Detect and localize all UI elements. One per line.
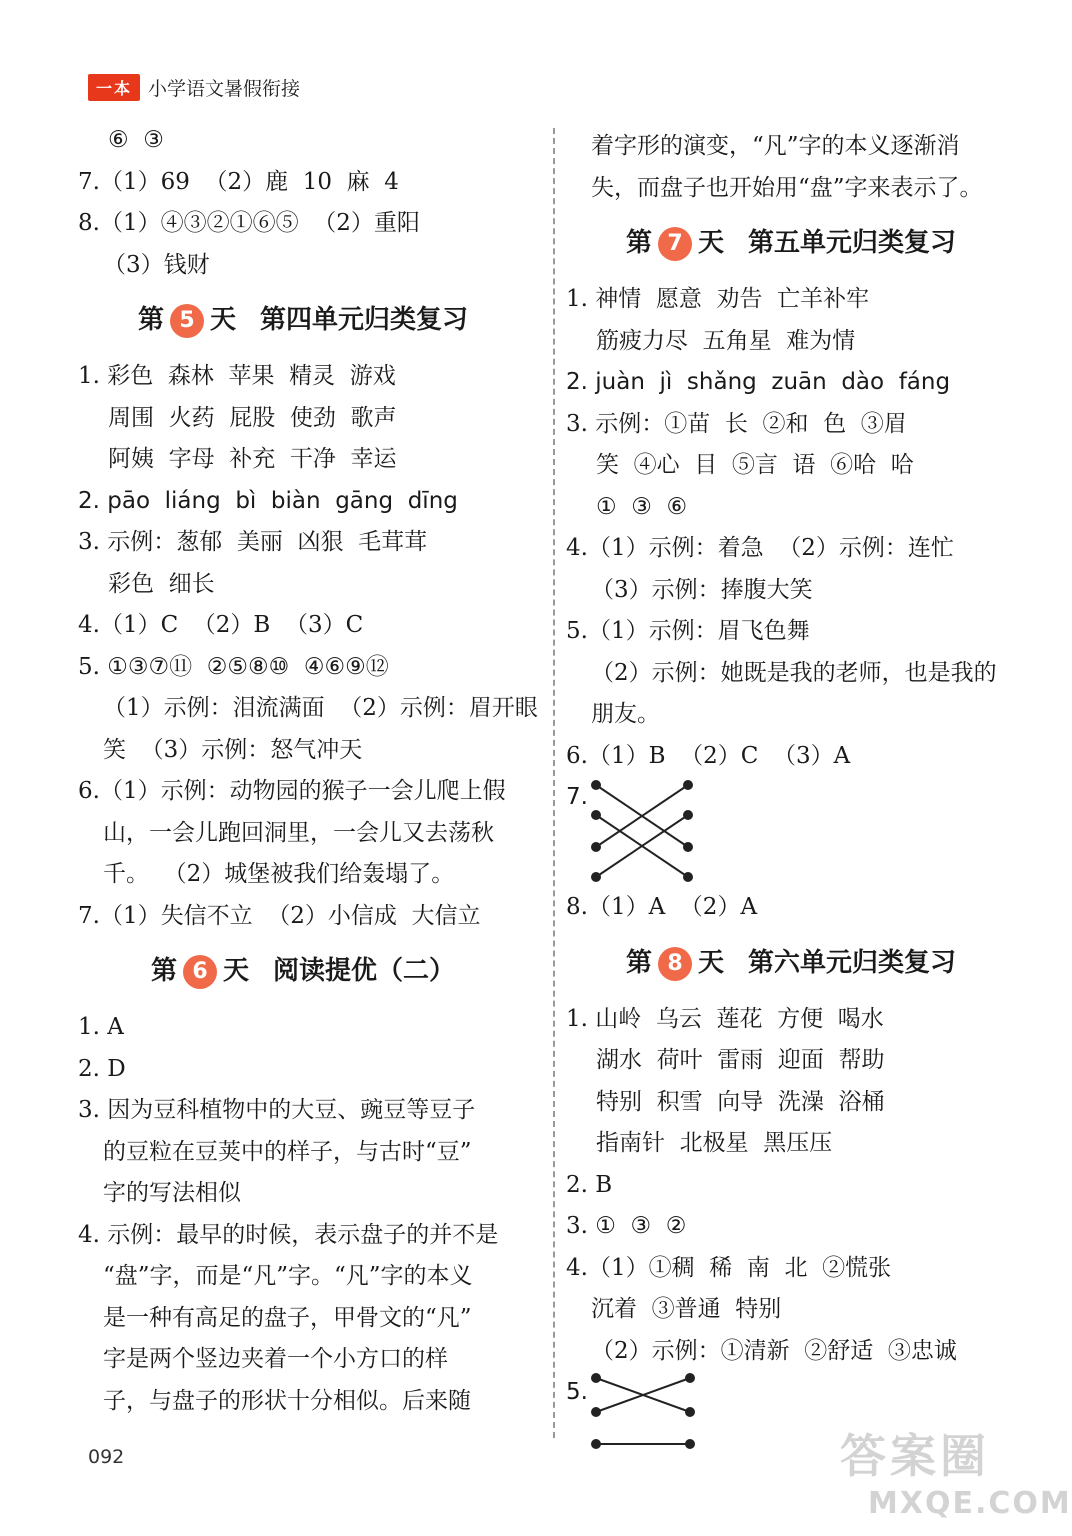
- day-section-name: 阅读提优（二）: [273, 956, 456, 987]
- answer-line: 1. 神情 愿意 劝告 亡羊补牢: [566, 286, 870, 312]
- answer-line: 7.（1）69 （2）鹿 10 麻 4: [78, 168, 399, 195]
- pinyin-line: 2. pāo liáng bì biàn gāng dīng: [78, 487, 458, 514]
- page-number: 092: [88, 1446, 125, 1468]
- answer-line: 子，与盘子的形状十分相似。后来随: [103, 1387, 471, 1414]
- answer-line: 沉着 ③普通 特别: [591, 1296, 782, 1322]
- book-title: 小学语文暑假衔接: [148, 77, 301, 100]
- answer-line: 湖水 荷叶 雷雨 迎面 帮助: [596, 1047, 885, 1073]
- question-number: 5.: [566, 1379, 588, 1405]
- day-prefix: 第: [625, 228, 652, 259]
- answer-line: 4. 示例：最早的时候，表示盘子的并不是: [78, 1221, 499, 1248]
- answer-line: ① ③ ⑥: [596, 493, 688, 520]
- answer-line: 7.（1）失信不立 （2）小信成 大信立: [78, 902, 481, 929]
- day-section-name: 第六单元归类复习: [748, 947, 957, 978]
- day-suffix: 天: [209, 305, 236, 336]
- answer-line: （3）示例：捧腹大笑: [591, 576, 813, 603]
- answer-line: 山，一会儿跑回洞里，一会儿又去荡秋: [103, 819, 494, 846]
- answer-line: 笑 （3）示例：怒气冲天: [103, 736, 363, 763]
- answer-line: 4.（1）C （2）B （3）C: [78, 612, 364, 638]
- answer-line: 3. 示例：①苗 长 ②和 色 ③眉: [566, 410, 907, 437]
- answer-line: “盘”字，而是“凡”字。“凡”字的本义: [103, 1263, 473, 1289]
- answer-line: 失，而盘子也开始用“盘”字来表示了。: [591, 174, 983, 201]
- answer-line: 1. 山岭 乌云 莲花 方便 喝水: [566, 1005, 884, 1032]
- watermark: [830, 1420, 1072, 1530]
- answer-line: 8.（1）A （2）A: [566, 894, 758, 920]
- answer-line: 5.（1）示例：眉飞色舞: [566, 618, 810, 644]
- answer-line: 千。 （2）城堡被我们给轰塌了。: [103, 861, 455, 887]
- answer-line: 1. 彩色 森林 苹果 精灵 游戏: [78, 363, 396, 389]
- answer-line: 6.（1）示例：动物园的猴子一会儿爬上假: [78, 778, 506, 804]
- watermark-title: 答案圈: [840, 1429, 990, 1483]
- answer-line: 8.（1）④③②①⑥⑤ （2）重阳: [78, 210, 420, 236]
- day-suffix: 天: [697, 228, 724, 259]
- answer-line: 周围 火药 屁股 使劲 歌声: [108, 404, 397, 431]
- answer-line: （2）示例：①清新 ②舒适 ③忠诚: [591, 1337, 957, 1364]
- day-prefix: 第: [625, 947, 652, 978]
- answer-line: 朋友。: [591, 701, 660, 727]
- day-7-heading: [566, 209, 1016, 279]
- column-divider: [553, 128, 555, 1438]
- matching-diagram: [566, 777, 1016, 887]
- answer-line: 3. ① ③ ②: [566, 1213, 687, 1239]
- answer-line: 阿姨 字母 补充 干净 幸运: [108, 446, 397, 472]
- day-6-heading: [78, 937, 528, 1007]
- brand-logo: 一本: [88, 74, 140, 101]
- day-number-badge: 7: [658, 227, 692, 261]
- answer-line: 2. B: [566, 1171, 613, 1198]
- answer-line: 指南针 北极星 黑压压: [596, 1130, 833, 1156]
- answer-line: 5. ①③⑦⑪ ②⑤⑧⑩ ④⑥⑨⑫: [78, 653, 389, 680]
- answer-line: （3）钱财: [103, 251, 210, 278]
- left-column: [78, 120, 538, 1422]
- matching-lines: [578, 1372, 718, 1452]
- pinyin-line: 2. juàn jì shǎng zuān dào fáng: [566, 369, 951, 395]
- answer-line: 4.（1）①稠 稀 南 北 ②慌张: [566, 1254, 892, 1281]
- day-suffix: 天: [697, 947, 724, 978]
- answer-line: 字是两个竖边夹着一个小方口的样: [103, 1346, 448, 1372]
- day-number-badge: 5: [170, 304, 204, 338]
- answer-line: 笑 ④心 目 ⑤言 语 ⑥哈 哈: [596, 452, 914, 478]
- answer-line: 是一种有高足的盘子，甲骨文的“凡”: [103, 1304, 472, 1331]
- answer-line: 特别 积雪 向导 洗澡 浴桶: [596, 1088, 885, 1115]
- day-number-badge: 8: [658, 947, 692, 981]
- answer-line: 字的写法相似: [103, 1180, 241, 1206]
- answer-line: （2）示例：她既是我的老师，也是我的: [591, 659, 997, 686]
- answer-line: 3. 示例：葱郁 美丽 凶狠 毛茸茸: [78, 529, 428, 555]
- answer-line: 6.（1）B （2）C （3）A: [566, 742, 851, 769]
- book-header: [88, 72, 300, 102]
- day-prefix: 第: [150, 956, 177, 987]
- day-section-name: 第五单元归类复习: [748, 228, 957, 259]
- watermark-url: MXQE.COM: [868, 1486, 1072, 1521]
- matching-lines: [578, 777, 718, 887]
- day-8-heading: [566, 929, 1016, 999]
- answer-line: 着字形的演变，“凡”字的本义逐渐消: [591, 133, 960, 159]
- answer-line: 2. D: [78, 1055, 126, 1082]
- answer-line: （1）示例：泪流满面 （2）示例：眉开眼: [103, 695, 538, 721]
- right-column: [566, 126, 1016, 1452]
- answer-line: 彩色 细长: [108, 570, 215, 597]
- day-section-name: 第四单元归类复习: [260, 305, 469, 336]
- answer-line: 4.（1）示例：着急 （2）示例：连忙: [566, 535, 954, 561]
- answer-line: 3. 因为豆科植物中的大豆、豌豆等豆子: [78, 1097, 476, 1123]
- answer-line: ⑥ ③: [108, 127, 164, 153]
- answer-line: 1. A: [78, 1014, 124, 1040]
- day-suffix: 天: [222, 956, 249, 987]
- day-number-badge: 6: [183, 955, 217, 989]
- day-5-heading: [78, 286, 528, 356]
- question-number: 7.: [566, 784, 588, 810]
- answer-line: 的豆粒在豆荚中的样子，与古时“豆”: [103, 1138, 472, 1165]
- day-prefix: 第: [137, 305, 164, 336]
- answer-line: 筋疲力尽 五角星 难为情: [596, 327, 856, 354]
